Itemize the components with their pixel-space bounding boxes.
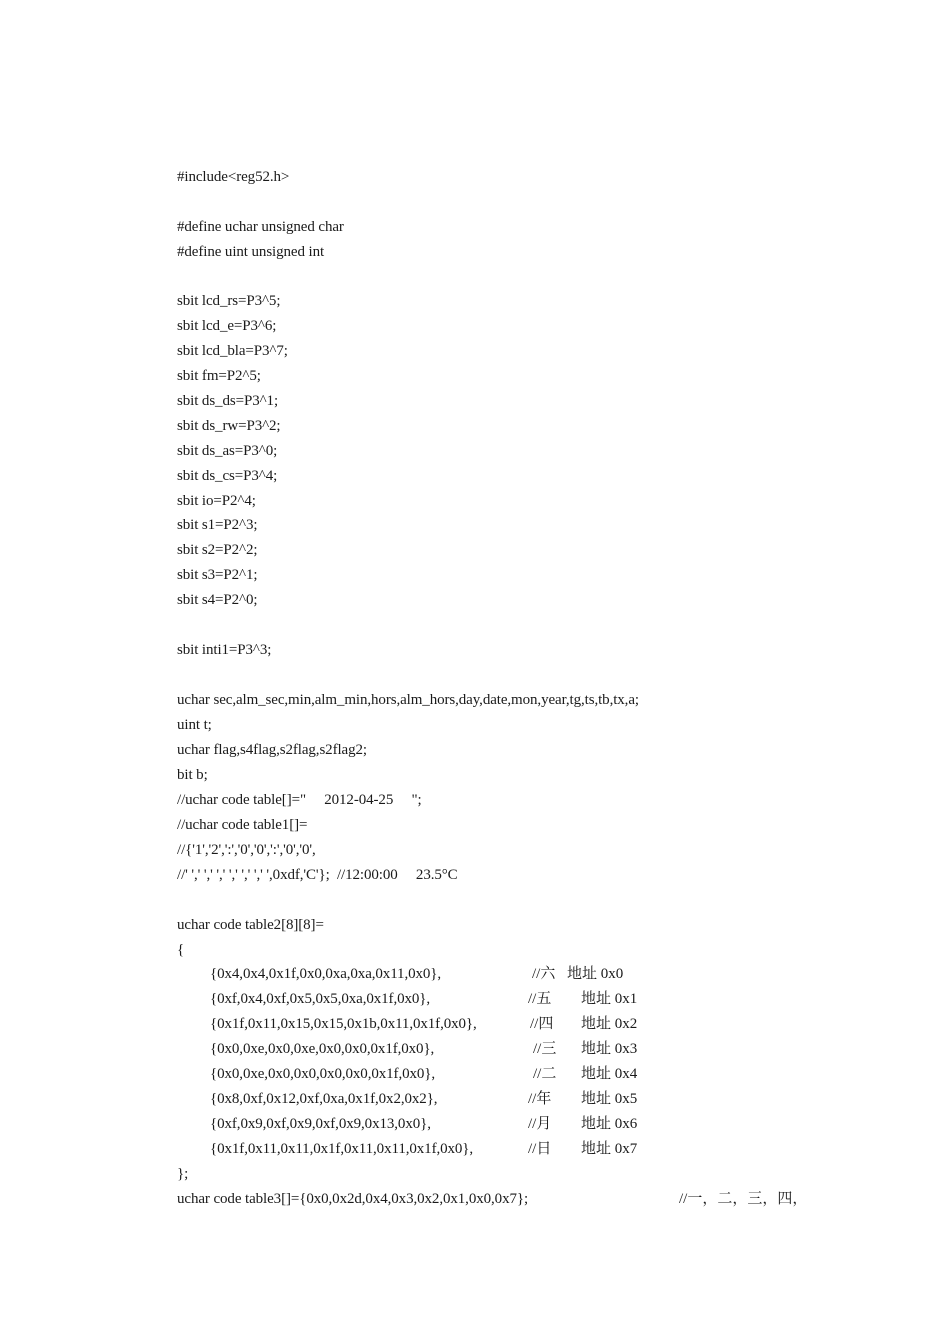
- table2-row-comment: //三: [533, 1041, 557, 1057]
- comment-line: //' ',' ',' ',' ',' ',' ',' ',0xdf,'C'}; //12:00:00 23.5°C: [177, 867, 458, 883]
- comment-line: //uchar code table1[]=: [177, 817, 308, 833]
- table2-row-address: 地址 0x7: [581, 1141, 638, 1157]
- table2-row-address: 地址 0x4: [581, 1066, 638, 1082]
- sbit-line: sbit lcd_rs=P3^5;: [177, 293, 281, 309]
- variable-line: uchar sec,alm_sec,min,alm_min,hors,alm_hors,day,date,mon,year,tg,ts,tb,tx,a;: [177, 692, 639, 708]
- comment-line: //{'1','2',':','0','0',':','0','0',: [177, 842, 316, 858]
- define-line: #define uint unsigned int: [177, 244, 325, 260]
- table2-row-comment: //六: [532, 966, 556, 982]
- table2-row-address: 地址 0x1: [581, 991, 638, 1007]
- table2-row-comment: //日: [528, 1141, 552, 1157]
- sbit-line: sbit s3=P2^1;: [177, 567, 258, 583]
- table2-row-code: {0x4,0x4,0x1f,0x0,0xa,0xa,0x11,0x0},: [210, 966, 442, 982]
- sbit-line: sbit s1=P2^3;: [177, 517, 258, 533]
- sbit-line: sbit ds_cs=P3^4;: [177, 468, 278, 484]
- table2-row-address: 地址 0x2: [581, 1016, 638, 1032]
- table2-row-address: 地址 0x0: [567, 966, 624, 982]
- sbit-inti-line: sbit inti1=P3^3;: [177, 642, 272, 658]
- sbit-line: sbit io=P2^4;: [177, 493, 256, 509]
- sbit-line: sbit s4=P2^0;: [177, 592, 258, 608]
- table2-row-code: {0x1f,0x11,0x11,0x1f,0x11,0x11,0x1f,0x0},: [210, 1141, 474, 1157]
- table3-comment: //一，二，三，四，: [679, 1191, 808, 1207]
- table2-row-code: {0xf,0x9,0xf,0x9,0xf,0x9,0x13,0x0},: [210, 1116, 431, 1132]
- table2-row-address: 地址 0x3: [581, 1041, 638, 1057]
- table2-row-code: {0xf,0x4,0xf,0x5,0x5,0xa,0x1f,0x0},: [210, 991, 431, 1007]
- open-brace: {: [177, 942, 185, 958]
- table2-row-comment: //二: [533, 1066, 557, 1082]
- define-line: #define uchar unsigned char: [177, 219, 344, 235]
- comment-line: //uchar code table[]=" 2012-04-25 ";: [177, 792, 422, 808]
- table2-row-code: {0x0,0xe,0x0,0xe,0x0,0x0,0x1f,0x0},: [210, 1041, 435, 1057]
- table2-row-address: 地址 0x6: [581, 1116, 638, 1132]
- variable-line: bit b;: [177, 767, 208, 783]
- sbit-line: sbit ds_as=P3^0;: [177, 443, 278, 459]
- sbit-line: sbit s2=P2^2;: [177, 542, 258, 558]
- table2-declaration: uchar code table2[8][8]=: [177, 917, 324, 933]
- table2-row-address: 地址 0x5: [581, 1091, 638, 1107]
- table2-row-comment: //月: [528, 1116, 552, 1132]
- close-brace: };: [177, 1166, 189, 1182]
- sbit-line: sbit ds_rw=P3^2;: [177, 418, 281, 434]
- table2-row-comment: //年: [528, 1091, 552, 1107]
- table2-row-code: {0x8,0xf,0x12,0xf,0xa,0x1f,0x2,0x2},: [210, 1091, 438, 1107]
- table2-row-code: {0x1f,0x11,0x15,0x15,0x1b,0x11,0x1f,0x0},: [210, 1016, 477, 1032]
- table2-row-comment: //四: [530, 1016, 554, 1032]
- sbit-line: sbit lcd_bla=P3^7;: [177, 343, 288, 359]
- variable-line: uchar flag,s4flag,s2flag,s2flag2;: [177, 742, 367, 758]
- sbit-line: sbit fm=P2^5;: [177, 368, 261, 384]
- variable-line: uint t;: [177, 717, 212, 733]
- table3-line: uchar code table3[]={0x0,0x2d,0x4,0x3,0x2,0x1,0x0,0x7};: [177, 1191, 529, 1207]
- sbit-line: sbit lcd_e=P3^6;: [177, 318, 277, 334]
- table2-row-code: {0x0,0xe,0x0,0x0,0x0,0x0,0x1f,0x0},: [210, 1066, 436, 1082]
- include-line: #include<reg52.h>: [177, 169, 290, 185]
- table2-row-comment: //五: [528, 991, 552, 1007]
- sbit-line: sbit ds_ds=P3^1;: [177, 393, 279, 409]
